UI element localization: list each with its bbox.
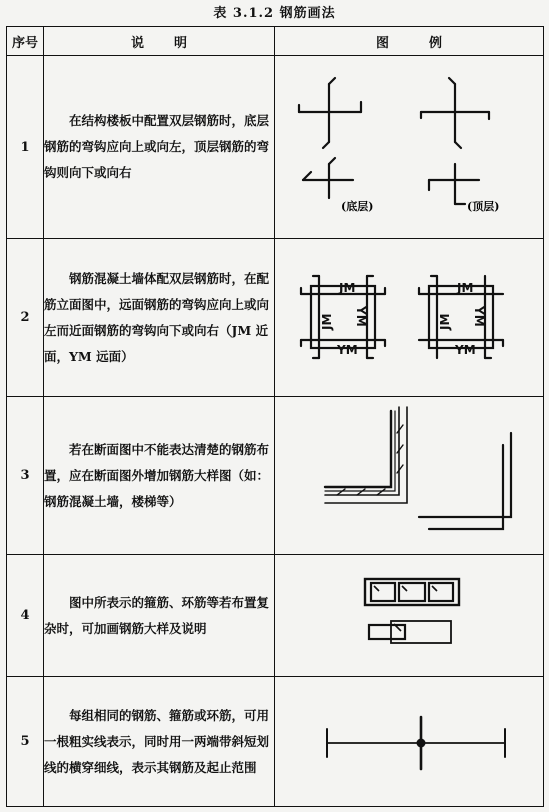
jm-label-left-side: JM bbox=[320, 313, 334, 330]
table-row bbox=[7, 56, 544, 239]
row-description: 在结构楼板中配置双层钢筋时，底层钢筋的弯钩应向上或向左，顶层钢筋的弯钩则向下或向右 bbox=[44, 56, 275, 239]
table-row bbox=[7, 555, 544, 677]
rebar-group-range-diagram bbox=[279, 707, 539, 777]
stirrup-detail-diagram bbox=[279, 571, 539, 661]
jm-label-top-left: JM bbox=[339, 280, 356, 295]
ym-label-bottom-right: YM bbox=[455, 342, 476, 357]
row-figure bbox=[275, 555, 544, 677]
row-number: 5 bbox=[7, 677, 44, 807]
row-description: 钢筋混凝土墙体配双层钢筋时，在配筋立面图中，远面钢筋的弯钩应向上或向左而近面钢筋的弯钩向下或向右（JM 近面，YM 远面） bbox=[44, 239, 275, 397]
rebar-drawing-table bbox=[6, 26, 544, 807]
row-figure bbox=[275, 239, 544, 397]
jm-label-top-right: JM bbox=[457, 280, 474, 295]
row-description: 若在断面图中不能表达清楚的钢筋布置，应在断面图外增加钢筋大样图（如：钢筋混凝土墙，楼梯等） bbox=[44, 397, 275, 555]
row-number: 2 bbox=[7, 239, 44, 397]
bottom-layer-label: (底层) bbox=[341, 200, 374, 213]
wall-double-layer-hooks-diagram bbox=[279, 268, 539, 368]
row-figure bbox=[275, 397, 544, 555]
top-layer-label: (顶层) bbox=[467, 200, 500, 213]
ym-label-right-side: YM bbox=[354, 305, 368, 327]
jm-label-left-side-2: JM bbox=[438, 313, 452, 330]
row-description: 每组相同的钢筋、箍筋或环筋，可用一根粗实线表示，同时用一两端带斜短划线的横穿细线，表示其钢筋及起止范围 bbox=[44, 677, 275, 807]
row-figure bbox=[275, 56, 544, 239]
ym-label-bottom-left: YM bbox=[337, 342, 358, 357]
table-row bbox=[7, 239, 544, 397]
table-row bbox=[7, 397, 544, 555]
ym-label-right-side-2: YM bbox=[472, 305, 486, 327]
header-fig: 图例 bbox=[275, 27, 544, 56]
double-layer-slab-hooks-diagram bbox=[279, 72, 539, 222]
row-number: 3 bbox=[7, 397, 44, 555]
row-figure bbox=[275, 677, 544, 807]
row-description: 图中所表示的箍筋、环筋等若布置复杂时，可加画钢筋大样及说明 bbox=[44, 555, 275, 677]
row-number: 1 bbox=[7, 56, 44, 239]
header-row bbox=[7, 27, 544, 56]
row-number: 4 bbox=[7, 555, 44, 677]
header-no: 序号 bbox=[7, 27, 44, 56]
table-title: 表 3.1.2 钢筋画法 bbox=[213, 6, 336, 21]
section-detail-diagram bbox=[279, 403, 539, 548]
header-desc: 说明 bbox=[44, 27, 275, 56]
table-row bbox=[7, 677, 544, 807]
